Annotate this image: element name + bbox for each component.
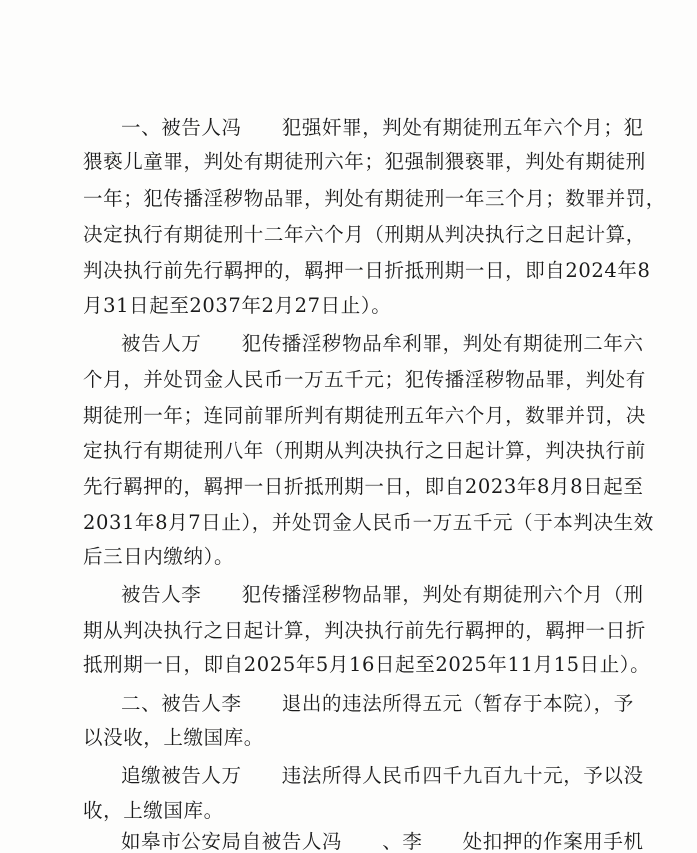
text-line: 决定执行有期徒刑十二年六个月（刑期从判决执行之日起计算， <box>83 223 646 246</box>
text-line: 先行羁押的，羁押一日折抵刑期一日，即自2023年8月8日起至 <box>83 475 644 498</box>
text-line: 定执行有期徒刑八年（刑期从判决执行之日起计算，判决执行前 <box>83 439 646 462</box>
text-line: 一年；犯传播淫秽物品罪，判处有期徒刑一年三个月；数罪并罚， <box>83 187 666 210</box>
text-line: 月31日起至2037年2月27日止）。 <box>83 294 392 317</box>
text-line: 如皋市公安局自被告人冯 、李 处扣押的作案用手机 <box>121 830 644 853</box>
text-line: 被告人万 犯传播淫秽物品牟利罪，判处有期徒刑二年六 <box>121 332 644 355</box>
text-line: 追缴被告人万 违法所得人民币四千九百九十元，予以没 <box>121 764 644 787</box>
text-line: 个月，并处罚金人民币一万五千元；犯传播淫秽物品罪，判处有 <box>83 368 646 391</box>
text-line: 被告人李 犯传播淫秽物品罪，判处有期徒刑六个月（刑 <box>121 583 644 606</box>
text-line: 期徒刑一年；连同前罪所判有期徒刑五年六个月，数罪并罚，决 <box>83 404 646 427</box>
text-line: 猥亵儿童罪，判处有期徒刑六年；犯强制猥亵罪，判处有期徒刑 <box>83 150 646 173</box>
text-line: 后三日内缴纳）。 <box>83 545 235 568</box>
text-line: 收，上缴国库。 <box>83 799 224 822</box>
text-line: 一、被告人冯 犯强奸罪，判处有期徒刑五年六个月；犯 <box>121 116 644 139</box>
text-line: 期从判决执行之日起计算，判决执行前先行羁押的，羁押一日折 <box>83 619 646 642</box>
text-line: 二、被告人李 退出的违法所得五元（暂存于本院），予 <box>121 692 634 715</box>
text-line: 抵刑期一日，即自2025年5月16日起至2025年11月15日止）。 <box>83 653 651 676</box>
text-line: 以没收，上缴国库。 <box>83 726 264 749</box>
text-line: 2031年8月7日止），并处罚金人民币一万五千元（于本判决生效 <box>83 511 654 534</box>
text-line: 判决执行前先行羁押的，羁押一日折抵刑期一日，即自2024年8 <box>83 259 651 282</box>
